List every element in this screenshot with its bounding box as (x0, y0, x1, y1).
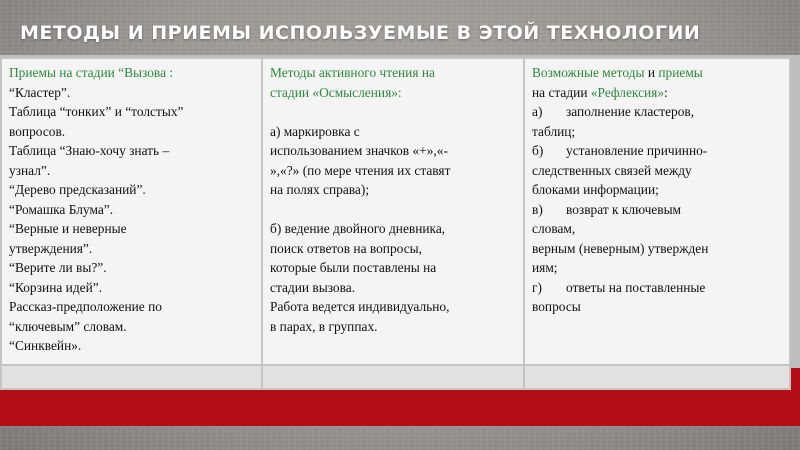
list-item: использованием значков «+»,«- (270, 143, 448, 158)
empty-cell (524, 365, 790, 389)
list-item (532, 122, 783, 142)
item-letter: а) (532, 104, 543, 119)
item-letter: б) (532, 143, 544, 158)
empty-cell (1, 365, 262, 389)
header-part: приемы (658, 65, 703, 80)
list-item: узнал”. (9, 162, 51, 178)
item-text: верным (неверным) утвержден (532, 240, 709, 256)
list-item (532, 141, 783, 161)
column-reflection-stage (524, 58, 790, 365)
header-part: Возможные методы (532, 65, 645, 80)
list-item: “Кластер”. (9, 84, 71, 100)
column-header (532, 83, 783, 103)
empty-cell (262, 365, 524, 389)
list-item: в парах, в группах. (270, 318, 378, 334)
methods-table-wrap (0, 57, 774, 390)
slide-title: МЕТОДЫ И ПРИЕМЫ ИСПОЛЬЗУЕМЫЕ В ЭТОЙ ТЕХНОЛОГИИ (20, 22, 701, 44)
column-call-stage (1, 58, 262, 365)
item-letter: в) (532, 201, 543, 217)
column-header: стадии «Осмысления»: (270, 84, 402, 100)
list-item: Таблица “Знаю-хочу знать – (9, 143, 170, 158)
list-item: Работа ведется индивидуально, (270, 299, 450, 314)
item-text: ответы на поставленные (566, 279, 706, 295)
list-item (532, 200, 783, 220)
list-item: “Дерево предсказаний”. (9, 182, 146, 197)
column-header: Приемы на стадии “Вызова : (9, 65, 174, 80)
list-item: “Ромашка Блума”. (9, 201, 114, 217)
item-text: таблиц; (532, 123, 576, 139)
item-text: словам, (532, 221, 576, 236)
list-item: которые были поставлены на (270, 260, 437, 275)
item-text: вопросы (532, 299, 581, 314)
list-item: поиск ответов на вопросы, (270, 240, 422, 256)
header-part: : (664, 84, 668, 100)
list-item: а) маркировка с (270, 123, 360, 139)
item-text: заполнение кластеров, (566, 104, 695, 119)
list-item: стадии вызова. (270, 279, 356, 295)
list-item: б) ведение двойного дневника, (270, 221, 446, 236)
table-row (1, 58, 790, 365)
list-item: “Корзина идей”. (9, 279, 103, 295)
item-text: следственных связей между (532, 162, 692, 178)
list-item (532, 278, 783, 298)
item-text: установление причинно- (566, 143, 708, 158)
item-text: иям; (532, 260, 558, 275)
list-item: “Синквейн». (9, 338, 82, 353)
list-item: на полях справа); (270, 182, 370, 197)
header-part: «Рефлексия» (587, 84, 665, 100)
list-item: »,«?» (по мере чтения их ставят (270, 162, 451, 178)
spacer (270, 200, 517, 220)
spacer (270, 102, 517, 122)
list-item: утверждения”. (9, 240, 93, 256)
list-item: вопросов. (9, 123, 66, 139)
list-item: Таблица “тонких” и “толстых” (9, 104, 184, 119)
list-item (532, 219, 783, 239)
column-comprehension-stage (262, 58, 524, 365)
item-text: возврат к ключевым (566, 201, 682, 217)
item-text: блоками информации; (532, 182, 659, 197)
header-part: на стадии (532, 84, 588, 100)
column-header (532, 63, 783, 83)
methods-table (0, 57, 791, 390)
list-item (532, 297, 783, 317)
list-item (532, 239, 783, 259)
list-item: “Верные и неверные (9, 221, 127, 236)
header-part: и (644, 65, 659, 80)
column-header: Методы активного чтения на (270, 65, 435, 80)
list-item: “Верите ли вы?”. (9, 260, 107, 275)
list-item (532, 161, 783, 181)
list-item (532, 180, 783, 200)
list-item: “ключевым” словам. (9, 318, 127, 334)
list-item: Рассказ-предположение по (9, 299, 162, 314)
list-item (532, 102, 783, 122)
table-row-empty (1, 365, 790, 389)
list-item (532, 258, 783, 278)
item-letter: г) (532, 279, 542, 295)
